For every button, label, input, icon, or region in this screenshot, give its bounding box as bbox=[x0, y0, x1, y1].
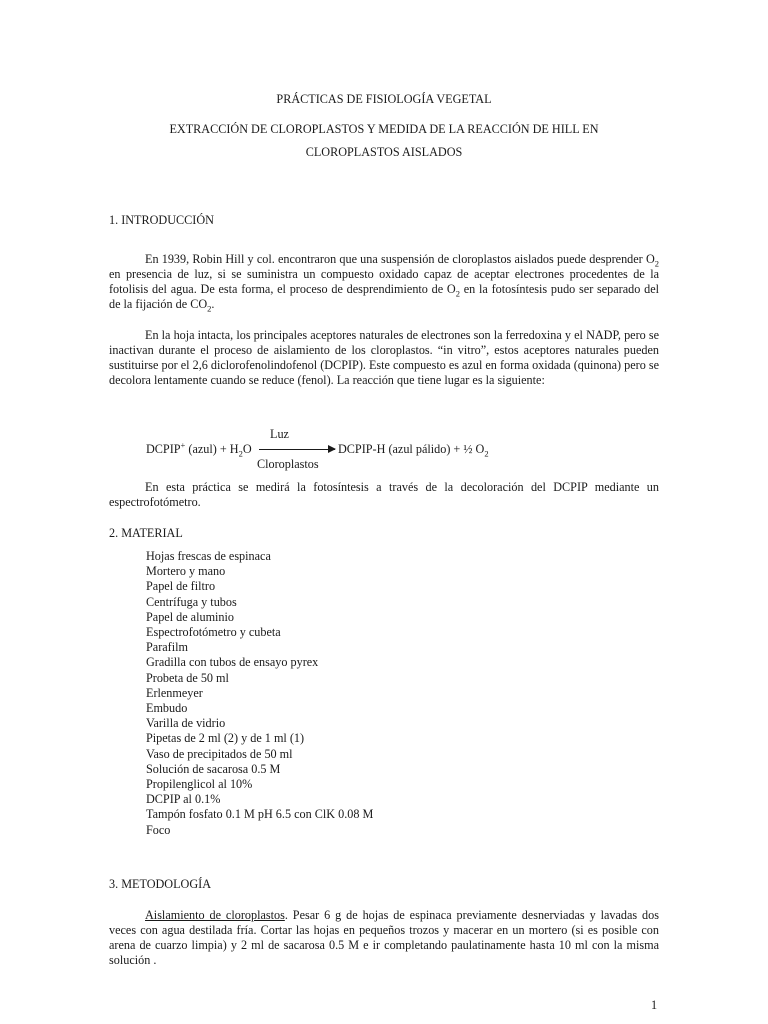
material-item: Probeta de 50 ml bbox=[146, 670, 229, 685]
material-item: Papel de aluminio bbox=[146, 609, 235, 624]
reaction-over-arrow-label: Luz bbox=[270, 427, 289, 441]
material-item: Tampón fosfato 0.1 M pH 6.5 con ClK 0.08 M bbox=[146, 807, 374, 822]
document-subtitle-line2: CLOROPLASTOS AISLADOS bbox=[305, 145, 463, 159]
material-item: DCPIP al 0.1% bbox=[146, 792, 221, 807]
intro-p1-text-b: en presencia de luz, si se suministra un compuesto oxidado capaz de aceptar electrones procedentes de la fotolisis del agua. De esta forma, el proceso de desprendimiento de O bbox=[109, 267, 659, 296]
document-subtitle-line1: EXTRACCIÓN DE CLOROPLASTOS Y MEDIDA DE LA REACCIÓN DE HILL EN bbox=[169, 122, 599, 136]
material-item: Hojas frescas de espinaca bbox=[146, 549, 271, 563]
intro-p1-sub-a: 2 bbox=[654, 258, 659, 269]
intro-p1-text-c: en la fotosíntesis pudo ser separado del de la fijación de CO bbox=[109, 282, 660, 311]
material-item: Solución de sacarosa 0.5 M bbox=[146, 761, 281, 776]
material-item: Embudo bbox=[146, 701, 188, 716]
intro-paragraph-3: En esta práctica se medirá la fotosíntesis a través de la decoloración del DCPIP mediante un espectrofotómetro. bbox=[109, 480, 659, 509]
material-item: Erlenmeyer bbox=[146, 685, 203, 700]
metodologia-paragraph-1 bbox=[109, 908, 659, 968]
reaction-left-b: (azul) + H bbox=[185, 442, 239, 456]
intro-p1-text-d: . bbox=[211, 297, 215, 311]
reaction-right-side bbox=[338, 442, 489, 457]
material-list bbox=[146, 549, 373, 838]
intro-p1-sub-b: 2 bbox=[455, 288, 460, 299]
intro-p1-text-a: En 1939, Robin Hill y col. encontraron que una suspensión de cloroplastos aislados puede desprender O bbox=[145, 252, 655, 266]
material-item: Centrífuga y tubos bbox=[146, 594, 237, 609]
intro-p1-sub-c: 2 bbox=[207, 303, 212, 314]
reaction-left-side bbox=[146, 439, 252, 459]
reaction-left-sub: 2 bbox=[238, 448, 243, 459]
material-item: Mortero y mano bbox=[146, 564, 226, 579]
intro-paragraph-2: En la hoja intacta, los principales aceptores naturales de electrones son la ferredoxina y el NADP, pero se inactivan durante el proceso de aislamiento de los cloroplastos. “in vitro”, estos aceptores naturales pueden sustituirse por el 2,6 diclorofenolindofenol (DCPIP). Este compuesto es azul en forma oxidada (quinona) pero se decolora lentamente cuando se reduce (fenol). La reacción que tiene lugar es la siguiente: bbox=[109, 328, 659, 387]
material-item: Gradilla con tubos de ensayo pyrex bbox=[146, 655, 319, 670]
material-item: Propilenglicol al 10% bbox=[146, 777, 253, 792]
reaction-left-a: DCPIP bbox=[146, 442, 181, 456]
section-heading-introduccion: 1. INTRODUCCIÓN bbox=[109, 213, 214, 227]
metodologia-subheading-aislamiento: Aislamiento de cloroplastos bbox=[145, 908, 285, 922]
intro-paragraph-1 bbox=[109, 252, 659, 312]
section-heading-material: 2. MATERIAL bbox=[109, 526, 183, 540]
reaction-under-arrow-label: Cloroplastos bbox=[257, 457, 319, 471]
reaction-arrow bbox=[259, 449, 335, 450]
material-item: Varilla de vidrio bbox=[146, 716, 226, 731]
reaction-right-sub: 2 bbox=[484, 448, 489, 459]
material-item: Foco bbox=[146, 822, 171, 837]
reaction-right-a: DCPIP-H (azul pálido) + ½ O bbox=[338, 442, 485, 456]
metodologia-p1-text: . Pesar 6 g de hojas de espinaca previamente desnerviadas y lavadas dos veces con agua destilada fría. Cortar las hojas en pequeños trozos y macerar en un mortero (si es posible con arena de cuarzo limpia) y 2 ml de sacarosa 0.5 M e ir completando paulatinamente hasta 10 ml con la misma solución . bbox=[109, 908, 659, 967]
page-title: PRÁCTICAS DE FISIOLOGÍA VEGETAL bbox=[276, 92, 492, 106]
reaction-left-sup: + bbox=[180, 439, 186, 450]
page-number: 1 bbox=[651, 998, 658, 1012]
material-item: Pipetas de 2 ml (2) y de 1 ml (1) bbox=[146, 731, 305, 746]
reaction-left-c: O bbox=[242, 442, 252, 456]
material-item: Parafilm bbox=[146, 640, 188, 655]
section-heading-metodologia: 3. METODOLOGÍA bbox=[109, 877, 212, 891]
material-item: Vaso de precipitados de 50 ml bbox=[146, 746, 293, 761]
material-item: Espectrofotómetro y cubeta bbox=[146, 625, 281, 640]
material-item: Papel de filtro bbox=[146, 579, 216, 594]
